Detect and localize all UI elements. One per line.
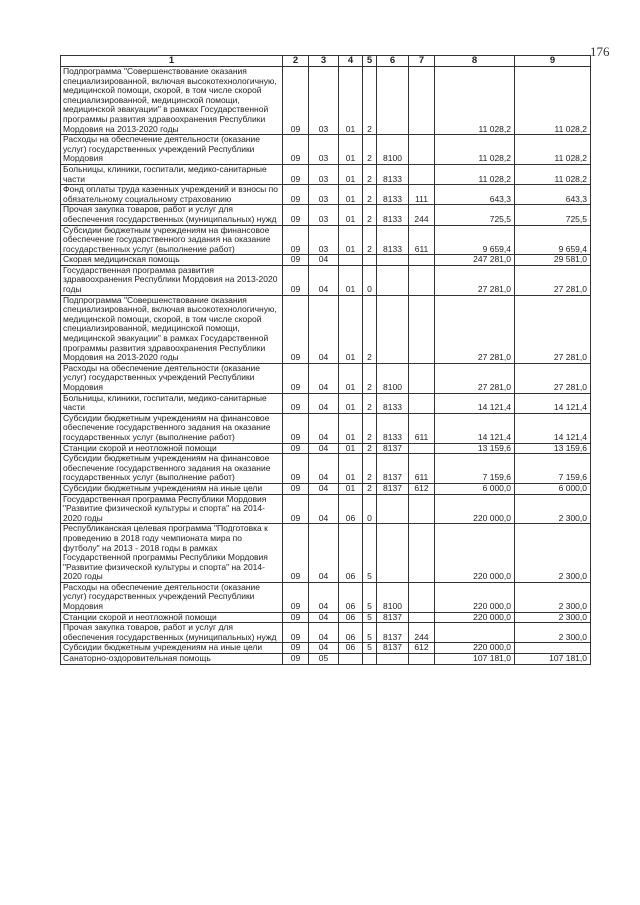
code-target: 8137	[377, 483, 409, 494]
row-description: Прочая закупка товаров, работ и услуг для обеспечения государственных (муниципальных) нужд	[61, 205, 283, 225]
code-subsection: 04	[309, 265, 339, 295]
code-program: 06	[339, 582, 363, 612]
code-target: 8137	[377, 443, 409, 454]
code-section: 09	[283, 524, 309, 583]
code-target: 8133	[377, 225, 409, 255]
table-row	[61, 483, 591, 494]
code-target: 8100	[377, 582, 409, 612]
code-target: 8137	[377, 643, 409, 654]
code-subsection: 04	[309, 454, 339, 484]
code-program	[339, 255, 363, 266]
amount-col8: 6 000,0	[435, 483, 515, 494]
code-expense-type: 612	[409, 483, 435, 494]
code-program	[339, 654, 363, 665]
amount-col8: 7 159,6	[435, 454, 515, 484]
amount-col8: 220 000,0	[435, 524, 515, 583]
code-target	[377, 265, 409, 295]
row-description: Государственная программа Республики Мордовия "Развитие физической культуры и спорта" на 2014-2020 годы	[61, 494, 283, 524]
code-section: 09	[283, 363, 309, 393]
code-subsection: 04	[309, 363, 339, 393]
budget-table	[60, 55, 591, 665]
row-description: Прочая закупка товаров, работ и услуг для обеспечения государственных (муниципальных) нужд	[61, 623, 283, 643]
code-program: 06	[339, 623, 363, 643]
table-row	[61, 164, 591, 184]
code-subprogram: 2	[363, 443, 377, 454]
code-section: 09	[283, 582, 309, 612]
code-expense-type	[409, 612, 435, 623]
code-target: 8137	[377, 623, 409, 643]
code-expense-type	[409, 265, 435, 295]
code-target	[377, 524, 409, 583]
code-subsection: 03	[309, 225, 339, 255]
code-expense-type	[409, 582, 435, 612]
amount-col9: 9 659,4	[515, 225, 591, 255]
code-subsection: 03	[309, 205, 339, 225]
code-section: 09	[283, 265, 309, 295]
code-target: 8100	[377, 363, 409, 393]
row-description: Субсидии бюджетным учреждениям на финансовое обеспечение государственного задания на оказание государственных услуг (выполнение работ)	[61, 225, 283, 255]
code-program: 01	[339, 443, 363, 454]
code-expense-type	[409, 654, 435, 665]
code-target: 8100	[377, 135, 409, 165]
amount-col8: 27 281,0	[435, 363, 515, 393]
code-section: 09	[283, 185, 309, 205]
code-program: 01	[339, 393, 363, 413]
code-target: 8133	[377, 205, 409, 225]
amount-col8: 220 000,0	[435, 643, 515, 654]
amount-col8: 725,5	[435, 205, 515, 225]
amount-col9: 107 181,0	[515, 654, 591, 665]
code-target: 8137	[377, 454, 409, 484]
amount-col8: 11 028,2	[435, 164, 515, 184]
row-description: Подпрограмма "Совершенствование оказания специализированной, включая высокотехнологичную, медицинской помощи, скорой, в том числе скорой специализированной, медицинской помощи, медицинской эвакуации" в рамках Государственной программы развития здравоохранения Республики Мордовия на 2013-2020 годы	[61, 67, 283, 135]
code-subprogram: 5	[363, 612, 377, 623]
code-expense-type: 244	[409, 623, 435, 643]
code-program: 06	[339, 643, 363, 654]
code-subprogram: 2	[363, 205, 377, 225]
code-program: 01	[339, 413, 363, 443]
table-row	[61, 255, 591, 266]
code-target	[377, 295, 409, 363]
amount-col9: 13 159,6	[515, 443, 591, 454]
table-row	[61, 225, 591, 255]
table-row	[61, 67, 591, 135]
code-section: 09	[283, 205, 309, 225]
table-body	[61, 56, 591, 665]
amount-col8: 14 121,4	[435, 393, 515, 413]
row-description: Больницы, клиники, госпитали, медико-санитарные части	[61, 164, 283, 184]
code-subprogram: 2	[363, 483, 377, 494]
code-subprogram: 0	[363, 265, 377, 295]
code-subsection: 04	[309, 612, 339, 623]
code-expense-type	[409, 443, 435, 454]
code-target: 8133	[377, 164, 409, 184]
amount-col9: 643,3	[515, 185, 591, 205]
amount-col8: 14 121,4	[435, 413, 515, 443]
code-subprogram: 2	[363, 164, 377, 184]
table-row	[61, 135, 591, 165]
code-program: 06	[339, 612, 363, 623]
code-expense-type	[409, 524, 435, 583]
amount-col9: 2 300,0	[515, 612, 591, 623]
code-section: 09	[283, 67, 309, 135]
amount-col9: 2 300,0	[515, 524, 591, 583]
code-expense-type	[409, 295, 435, 363]
table-row	[61, 295, 591, 363]
code-program: 06	[339, 494, 363, 524]
code-program: 01	[339, 135, 363, 165]
code-target	[377, 654, 409, 665]
row-description: Станции скорой и неотложной помощи	[61, 443, 283, 454]
amount-col9: 27 281,0	[515, 295, 591, 363]
table-row	[61, 494, 591, 524]
code-expense-type	[409, 164, 435, 184]
code-subprogram: 5	[363, 643, 377, 654]
amount-col9: 2 300,0	[515, 582, 591, 612]
amount-col9: 11 028,2	[515, 67, 591, 135]
code-expense-type: 244	[409, 205, 435, 225]
code-subprogram: 5	[363, 524, 377, 583]
column-header: 8	[435, 56, 515, 67]
column-header: 7	[409, 56, 435, 67]
code-target	[377, 494, 409, 524]
code-subsection: 04	[309, 623, 339, 643]
code-section: 09	[283, 295, 309, 363]
code-subprogram	[363, 654, 377, 665]
table-row	[61, 623, 591, 643]
code-subprogram: 2	[363, 185, 377, 205]
row-description: Субсидии бюджетным учреждениям на финансовое обеспечение государственного задания на оказание государственных услуг (выполнение работ)	[61, 454, 283, 484]
amount-col8: 247 281,0	[435, 255, 515, 266]
code-section: 09	[283, 454, 309, 484]
code-subprogram: 2	[363, 363, 377, 393]
amount-col9: 11 028,2	[515, 164, 591, 184]
column-header: 5	[363, 56, 377, 67]
row-description: Скорая медицинская помощь	[61, 255, 283, 266]
code-section: 09	[283, 654, 309, 665]
code-subsection: 03	[309, 185, 339, 205]
row-description: Субсидии бюджетным учреждениям на финансовое обеспечение государственного задания на оказание государственных услуг (выполнение работ)	[61, 413, 283, 443]
table-row	[61, 454, 591, 484]
code-target	[377, 67, 409, 135]
amount-col8: 27 281,0	[435, 295, 515, 363]
code-program: 01	[339, 265, 363, 295]
code-target: 8133	[377, 185, 409, 205]
column-header: 2	[283, 56, 309, 67]
table-row	[61, 443, 591, 454]
code-subsection: 04	[309, 393, 339, 413]
code-program: 01	[339, 185, 363, 205]
code-subprogram: 2	[363, 135, 377, 165]
amount-col8: 11 028,2	[435, 135, 515, 165]
amount-col8: 107 181,0	[435, 654, 515, 665]
code-subsection: 04	[309, 643, 339, 654]
code-program: 01	[339, 67, 363, 135]
amount-col8	[435, 623, 515, 643]
code-program: 01	[339, 363, 363, 393]
code-program: 01	[339, 205, 363, 225]
table-row	[61, 413, 591, 443]
row-description: Фонд оплаты труда казенных учреждений и взносы по обязательному социальному страхованию	[61, 185, 283, 205]
table-row	[61, 393, 591, 413]
code-section: 09	[283, 483, 309, 494]
code-expense-type	[409, 135, 435, 165]
amount-col8: 220 000,0	[435, 494, 515, 524]
code-expense-type	[409, 67, 435, 135]
code-subsection: 03	[309, 164, 339, 184]
amount-col9: 2 300,0	[515, 623, 591, 643]
code-subprogram: 2	[363, 413, 377, 443]
header-row	[61, 56, 591, 67]
code-target: 8133	[377, 393, 409, 413]
code-expense-type	[409, 255, 435, 266]
code-subsection: 04	[309, 295, 339, 363]
code-program: 01	[339, 225, 363, 255]
amount-col9: 14 121,4	[515, 393, 591, 413]
code-subprogram: 2	[363, 393, 377, 413]
code-section: 09	[283, 643, 309, 654]
code-subprogram	[363, 255, 377, 266]
table-row	[61, 363, 591, 393]
code-section: 09	[283, 164, 309, 184]
row-description: Субсидии бюджетным учреждениям на иные цели	[61, 643, 283, 654]
code-expense-type: 611	[409, 225, 435, 255]
row-description: Больницы, клиники, госпитали, медико-санитарные части	[61, 393, 283, 413]
table-row	[61, 582, 591, 612]
code-target	[377, 255, 409, 266]
code-subprogram: 2	[363, 295, 377, 363]
code-subsection: 03	[309, 67, 339, 135]
row-description: Расходы на обеспечение деятельности (оказание услуг) государственных учреждений Республики Мордовия	[61, 135, 283, 165]
amount-col9	[515, 643, 591, 654]
table-row	[61, 643, 591, 654]
code-expense-type	[409, 494, 435, 524]
code-subprogram: 2	[363, 225, 377, 255]
table-row	[61, 265, 591, 295]
amount-col8: 27 281,0	[435, 265, 515, 295]
amount-col9: 725,5	[515, 205, 591, 225]
code-program: 06	[339, 524, 363, 583]
amount-col8: 13 159,6	[435, 443, 515, 454]
code-subsection: 04	[309, 524, 339, 583]
code-subsection: 04	[309, 413, 339, 443]
amount-col9: 6 000,0	[515, 483, 591, 494]
amount-col9: 7 159,6	[515, 454, 591, 484]
code-subsection: 05	[309, 654, 339, 665]
code-target: 8133	[377, 413, 409, 443]
code-subsection: 03	[309, 135, 339, 165]
row-description: Субсидии бюджетным учреждениям на иные цели	[61, 483, 283, 494]
code-subprogram: 0	[363, 494, 377, 524]
code-section: 09	[283, 255, 309, 266]
amount-col9: 2 300,0	[515, 494, 591, 524]
table-row	[61, 205, 591, 225]
page-number: 176	[590, 44, 610, 59]
amount-col9: 11 028,2	[515, 135, 591, 165]
code-section: 09	[283, 623, 309, 643]
code-expense-type	[409, 363, 435, 393]
amount-col8: 11 028,2	[435, 67, 515, 135]
amount-col9: 14 121,4	[515, 413, 591, 443]
table-row	[61, 185, 591, 205]
row-description: Станции скорой и неотложной помощи	[61, 612, 283, 623]
amount-col8: 643,3	[435, 185, 515, 205]
code-subsection: 04	[309, 494, 339, 524]
code-subprogram: 5	[363, 623, 377, 643]
amount-col8: 220 000,0	[435, 612, 515, 623]
code-expense-type: 611	[409, 454, 435, 484]
code-section: 09	[283, 135, 309, 165]
code-program: 01	[339, 454, 363, 484]
row-description: Расходы на обеспечение деятельности (оказание услуг) государственных учреждений Республики Мордовия	[61, 363, 283, 393]
code-expense-type	[409, 393, 435, 413]
column-header: 4	[339, 56, 363, 67]
amount-col9: 27 281,0	[515, 265, 591, 295]
code-section: 09	[283, 413, 309, 443]
amount-col8: 9 659,4	[435, 225, 515, 255]
column-header: 9	[515, 56, 591, 67]
code-subsection: 04	[309, 255, 339, 266]
code-subprogram: 2	[363, 67, 377, 135]
code-expense-type: 611	[409, 413, 435, 443]
column-header: 1	[61, 56, 283, 67]
table-row	[61, 612, 591, 623]
row-description: Республиканская целевая программа "Подготовка к проведению в 2018 году чемпионата мира по футболу" на 2013 - 2018 годы в рамках Государственной программы Республики Мордовия "Развитие физической культуры и спорта" на 2014-2020 годы	[61, 524, 283, 583]
row-description: Подпрограмма "Совершенствование оказания специализированной, включая высокотехнологичную, медицинской помощи, скорой, в том числе скорой специализированной, медицинской помощи, медицинской эвакуации" в рамках Государственной программы развития здравоохранения Республики Мордовия на 2013-2020 годы	[61, 295, 283, 363]
code-subprogram: 2	[363, 454, 377, 484]
code-subsection: 04	[309, 443, 339, 454]
row-description: Санаторно-оздоровительная помощь	[61, 654, 283, 665]
code-program: 01	[339, 483, 363, 494]
code-expense-type: 612	[409, 643, 435, 654]
amount-col8: 220 000,0	[435, 582, 515, 612]
code-section: 09	[283, 393, 309, 413]
code-section: 09	[283, 225, 309, 255]
code-program: 01	[339, 164, 363, 184]
code-expense-type: 111	[409, 185, 435, 205]
code-subsection: 04	[309, 483, 339, 494]
amount-col9: 27 281,0	[515, 363, 591, 393]
code-section: 09	[283, 443, 309, 454]
code-target: 8137	[377, 612, 409, 623]
table-row	[61, 524, 591, 583]
code-program: 01	[339, 295, 363, 363]
row-description: Государственная программа развития здравоохранения Республики Мордовия на 2013-2020 годы	[61, 265, 283, 295]
code-subprogram: 5	[363, 582, 377, 612]
code-section: 09	[283, 494, 309, 524]
code-subsection: 04	[309, 582, 339, 612]
column-header: 6	[377, 56, 409, 67]
table-row	[61, 654, 591, 665]
row-description: Расходы на обеспечение деятельности (оказание услуг) государственных учреждений Республики Мордовия	[61, 582, 283, 612]
amount-col9: 29 581,0	[515, 255, 591, 266]
code-section: 09	[283, 612, 309, 623]
column-header: 3	[309, 56, 339, 67]
